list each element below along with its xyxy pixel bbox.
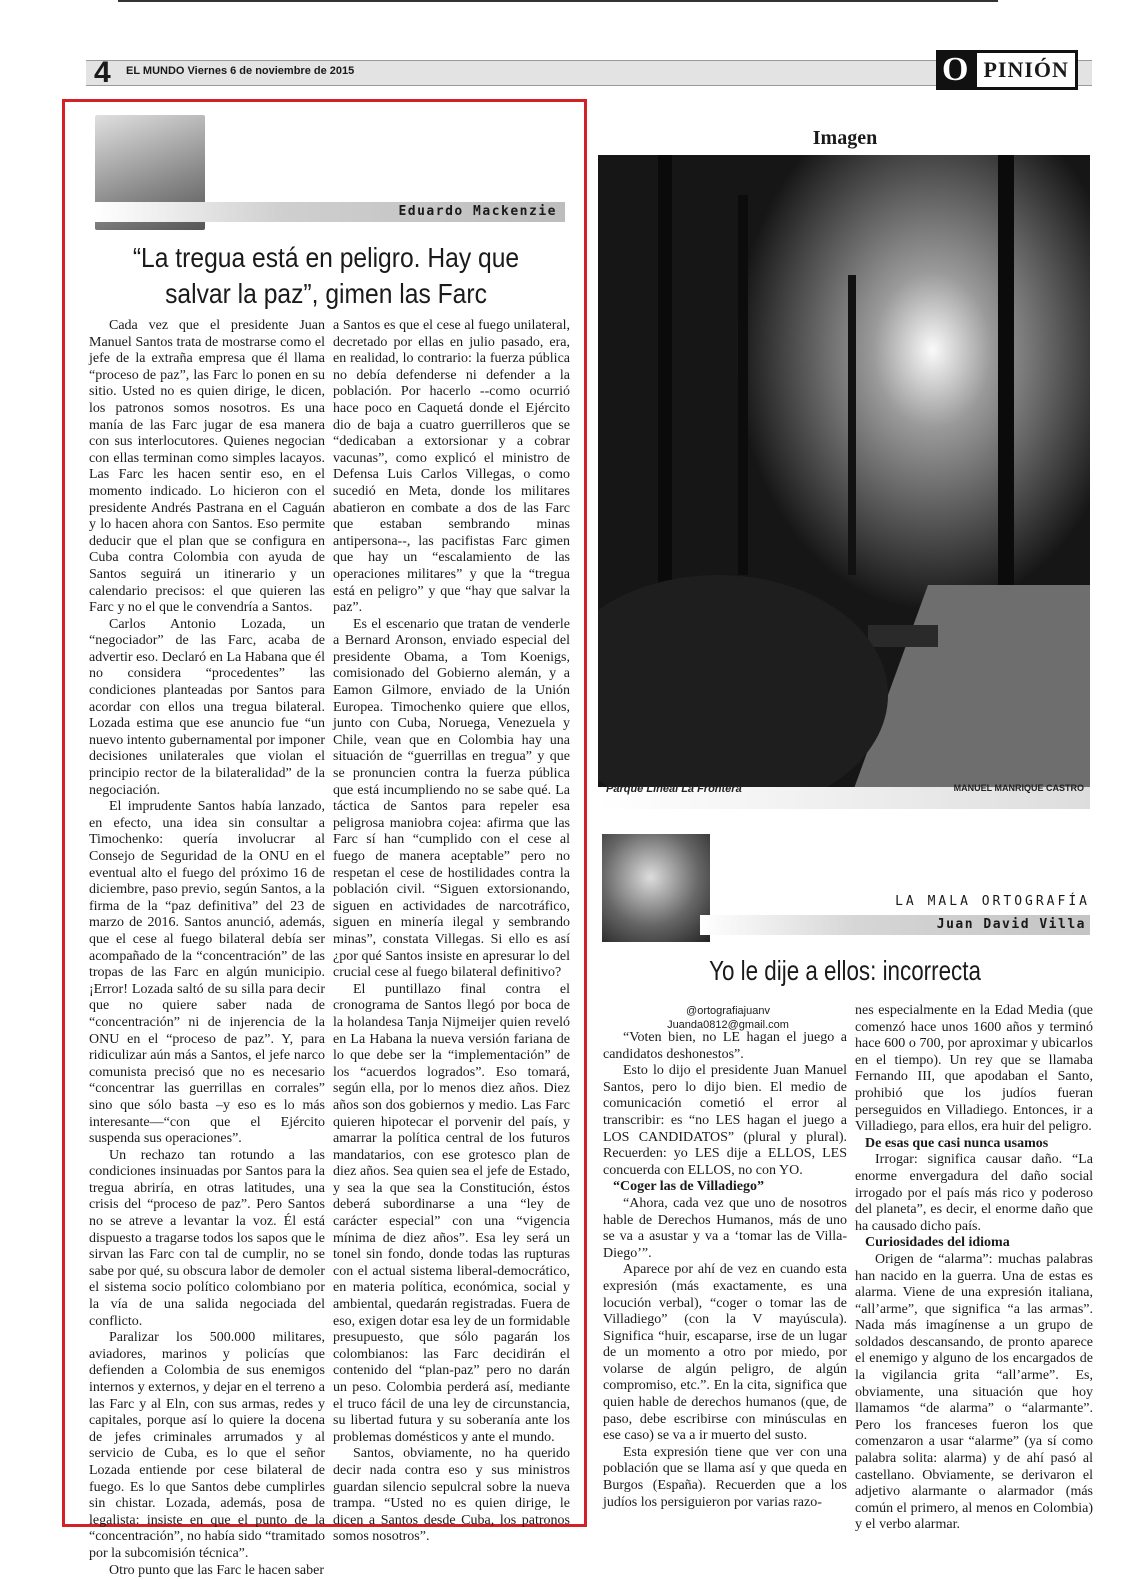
paragraph: nes especialmente en la Edad Media (que comenzó hace unos 1600 años y terminó hace 600 o 700, por aproximar y ubicarlos en el tiempo). Un rey que se llamaba Fernando III, que apodaban el Santo, prohibió que los judíos fueran perseguidos en Villadiego. Entonces, ir a Villadiego, para ellos, era huir del peligro.: [855, 1003, 1093, 1135]
paragraph: Un rechazo tan rotundo a las condiciones insinuadas por Santos para la tregua abriría, en otras latitudes, una crisis del “proceso de paz”. Pero Santos no se atreve a levantar la voz. Él está dispuesto a tragarse todos los sapos que le sirvan las Farc con tal de cumplir, no se sabe por qué, su obscura labor de demoler el sistema socio político colombiano por la vía de una salida negociada del conflicto.: [89, 1147, 326, 1329]
section-logo: [936, 50, 1078, 90]
column-section-title: LA MALA ORTOGRAFÍA: [895, 894, 1090, 909]
headline-line-2: salvar la paz”, gimen las Farc: [165, 278, 487, 309]
park-photo: [598, 155, 1090, 805]
headline-line-1: “La tregua está en peligro. Hay que: [132, 242, 520, 273]
paragraph: Cada vez que el presidente Juan Manuel Santos trata de mostrarse como el jefe de la extraña empresa que él llama “proceso de paz”, las Farc lo ponen en su sitio. Usted no es quien dirige, le dicen, los patronos somos nosotros. Es una manía de las Farc jugar de esa manera con sus interlocutores. Quienes negocian con ellas terminan como simples lacayos. Las Farc les hacen sentir eso, en el momento indicado. Lo hicieron con el presidente Andrés Pastrana en el Caguán y lo hacen ahora con Santos. Eso permite deducir que el plan que se configura en Cuba contra Colombia con ayuda de Santos seguirá un itinerario y un calendario precisos: el que quieren las Farc y no el que le convendría a Santos.: [89, 318, 325, 616]
column-headline: Yo le dije a ellos: incorrecta: [709, 955, 981, 986]
column-3: [603, 1030, 847, 1511]
paragraph: Carlos Antonio Lozada, un “negociador” de las Farc, acaba de advertir eso. Declaró en La Habana que él no considera “procedentes” las condiciones planteadas por Santos para acordar con ellos una tregua bilateral. Lozada estima que ese anuncio fue “un nuevo intento gubernamental por imponer decisiones unilaterales que violan el principio rector de la bilateralidad” de la negociación.: [89, 616, 325, 798]
author-email: Juanda0812@gmail.com: [667, 1019, 789, 1031]
paragraph: Es el escenario que tratan de venderle a Bernard Aronson, enviado especial del presidente Obama, a Tom Koenigs, comisionado del Gobierno alemán, y a Eamon Gilmore, enviado de la Unión Europea. Timochenko quiere que ellos, junto con Cuba, Noruega, Venezuela y Chile, vean que en Colombia hay una situación de “guerrillas en tregua” y que se pronuncien contra la fuerza pública que está incumpliendo no se sabe qué. La táctica de Santos para repeler esa peligrosa maniobra cojea: afirma que las Farc sí han “cumplido con el cese al fuego de manera aceptable” pero no respetan el cese de hostilidades contra la población civil. “Siguen extorsionando, siguen en actividades de narcotráfico, siguen en minería ilegal y sembrando minas”, constata Villegas. Si ello es así ¿por qué Santos insiste en apresurar lo del crucial cese al fuego bilateral definitivo?: [333, 616, 570, 981]
author-photo-villa: [602, 834, 710, 942]
paragraph: Esta expresión tiene que ver con una población que se llama así y que queda en Burgos (España). Recuerden que a los judíos los persiguieron por varias razo-: [603, 1444, 847, 1510]
author-name-2: Juan David Villa: [936, 917, 1086, 932]
paragraph: Aparece por ahí de vez en cuando esta expresión (más exactamente, es una locución verbal), “coger o tomar las de Villadiego” (con la V mayúscula). Significa “huir, escaparse, irse de un lugar de un momento a otro por miedo, por volarse de algún peligro, de algún compromiso, etc.”. En la cita, significa que quien hable de derechos humanos (que, de paso, debe escribirse con minúsculas en ese caso) se va a ir muerto del susto.: [603, 1262, 847, 1444]
photo-credit: MANUEL MANRIQUE CASTRO: [953, 783, 1084, 793]
author-contacts: [603, 1004, 853, 1032]
paragraph: Irrogar: significa causar daño. “La enorme envergadura del daño social irrogado por el país más rico y poderoso del planeta”, es decir, el enorme daño que ha causado dicho país.: [855, 1152, 1093, 1234]
paragraph: El puntillazo final contra el cronograma de Santos llegó por boca de la holandesa Tanja Nijmeijer quien reveló en La Habana la nueva versión fariana de lo que debe ser la “implementación” de los “acuerdos logrados”. Eso tomará, según ella, por lo menos diez años. Diez años son dos gobiernos y medio. Las Farc quieren hipotecar el porvenir del país, y amarrar la política central de los futuros mandatarios, con ese grotesco plan de diez años. Sea quien sea el jefe de Estado, y sea la que sea la Constitución, éstos deberá subordinarse a una “ley de carácter especial” con una “vigencia mínima de diez años”. Esa ley será un tonel sin fondo, donde todas las rupturas con el actual sistema liberal-democrático, en materia política, económica, social y ambiental, quedarán registradas. Fuera de eso, exigen dotar esa ley de un formidable presupuesto, que sólo pagarán los colombianos: las Farc decidirán el contenido del “plan-paz” pero no darán un peso. Colombia perderá así, mediante el truco fácil de una ley de circunstancia, su libertad futura y su soberanía ante los problemas domésticos y ante el mundo.: [333, 981, 570, 1445]
subheading: “Coger las de Villadiego”: [613, 1179, 765, 1195]
masthead-date: EL MUNDO Viernes 6 de noviembre de 2015: [126, 65, 355, 77]
page-number: 4: [94, 56, 111, 89]
section-logo-text: PINIÓN: [974, 50, 1077, 90]
author-name: Eduardo Mackenzie: [398, 204, 557, 219]
paragraph: “Ahora, cada vez que uno de nosotros hable de Derechos Humanos, más de uno se va a asustar y va a ‘tomar las de Villa-Diego’”.: [603, 1195, 847, 1261]
paragraph: El imprudente Santos había lanzado, en efecto, una idea sin consultar a Timochenko: quería involucrar al Consejo de Seguridad de la ONU en el eventual alto el fuego del próximo 16 de diciembre, paso previo, según Santos, a la firma de la “paz definitiva” del 23 de marzo de 2016. Santos anunció, además, que el cese al fuego bilateral debía ser acompañado de la “concentración” de las tropas de las Farc en algún municipio. ¡Error! Lozada saltó de su silla para decir que no quiere saber nada de “concentración” ni de injerencia de la ONU en el “proceso de paz”. Y, para ridiculizar aún más a Santos, el jefe narco comunista precisó que no es necesario “concentrar las guerrillas en corrales” sino que sólo basta –y eso es lo más interesante—“con que el Ejército suspenda sus operaciones”.: [89, 799, 325, 1147]
subheading: Curiosidades del idioma: [865, 1235, 1010, 1251]
top-rule: [118, 0, 998, 2]
column-4: [855, 1003, 1093, 1534]
byline-bar: [95, 202, 565, 222]
paragraph: Otro punto que las Farc le hacen saber: [109, 1562, 324, 1578]
subheading: De esas que casi nunca usamos: [865, 1135, 1049, 1151]
article-column-1: [89, 318, 325, 1579]
byline-bar-2: [700, 915, 1090, 935]
photo-caption-area: [606, 783, 1084, 801]
paragraph: Santos, obviamente, no ha querido decir nada contra eso y sus ministros guardan silencio sepulcral sobre la nueva trampa. “Usted no es quien dirige, le dicen a Santos desde Cuba, los patronos somos nosotros”.: [333, 1446, 570, 1545]
paragraph: Origen de “alarma”: muchas palabras han nacido en la guerra. Una de estas es alarma. Viene de una expresión italiana, “all’arme”, que significa “a las armas”. Nada más imagínense a un grupo de soldados descansando, de pronto aparece el enemigo y alguno de los encargados de la vigilancia grita “all’arme”. Es, obviamente, una situación que hoy llamamos “de alarma” o “alarmante”. Pero los franceses fueron los que comenzaron a usar “alarme” (ya sí como palabra solita: alarma) y de ahí pasó al castellano. Obviamente, se derivaron el adjetivo alarmante o alarmador (más común el primero, al menos en Colombia) y el verbo alarmar.: [855, 1251, 1093, 1533]
article-column-2: [333, 318, 570, 1546]
section-logo-initial: O: [936, 50, 974, 90]
image-section-label: Imagen: [812, 127, 878, 149]
paragraph: a Santos es que el cese al fuego unilateral, decretado por ellas en julio pasado, era, en realidad, lo contrario: la fuerza pública no debía defenderse ni defender a la población. Por hacerlo --como ocurrió hace poco en Caquetá donde el Ejército dio de baja a cuatro guerrilleros que se “dedicaban a extorsionar y a cobrar vacunas”, como explicó el ministro de Defensa Luis Carlos Villegas, o como sucedió en Meta, donde los militares abatieron en combate a dos de las Farc que estaban sembrando minas antipersona--, las pacifistas Farc gimen que hay un “escalamiento de las operaciones militares” y que la “tregua está en peligro” y que “hay que salvar la paz”.: [333, 318, 570, 616]
twitter-handle: @ortografiajuanv: [686, 1005, 770, 1017]
paragraph: “Voten bien, no LE hagan el juego a candidatos deshonestos”.: [603, 1030, 847, 1062]
article-headline: [115, 240, 537, 312]
paragraph: Paralizar los 500.000 militares, aviadores, marinos y policías que defienden a Colombia de sus enemigos internos y externos, y dejar en el terreno a las Farc y al Eln, con sus armas, redes y capitales, porque así lo quiere la docena de jefes criminales arrumados y al servicio de Cuba, es lo que el señor Lozada entiende por cese bilateral de fuego. Es lo que Santos debe cumplirles sin chistar. Lozada, además, posa de legalista: insiste en que el punto de la “concentración”, no había sido “tramitado por la subcomisión técnica”.: [89, 1330, 325, 1561]
park-photo-illustration: [598, 155, 1090, 805]
photo-caption: Parque Lineal La Frontera: [606, 783, 742, 795]
paragraph: Esto lo dijo el presidente Juan Manuel Santos, pero lo dijo bien. El medio de comunicación cometió el error al transcribir: es “no LES hagan el juego a LOS CANDIDATOS” (plural y plural). Recuerden: yo LES dije a ELLOS, LES concuerda con ELLOS, no con YO.: [603, 1063, 847, 1178]
